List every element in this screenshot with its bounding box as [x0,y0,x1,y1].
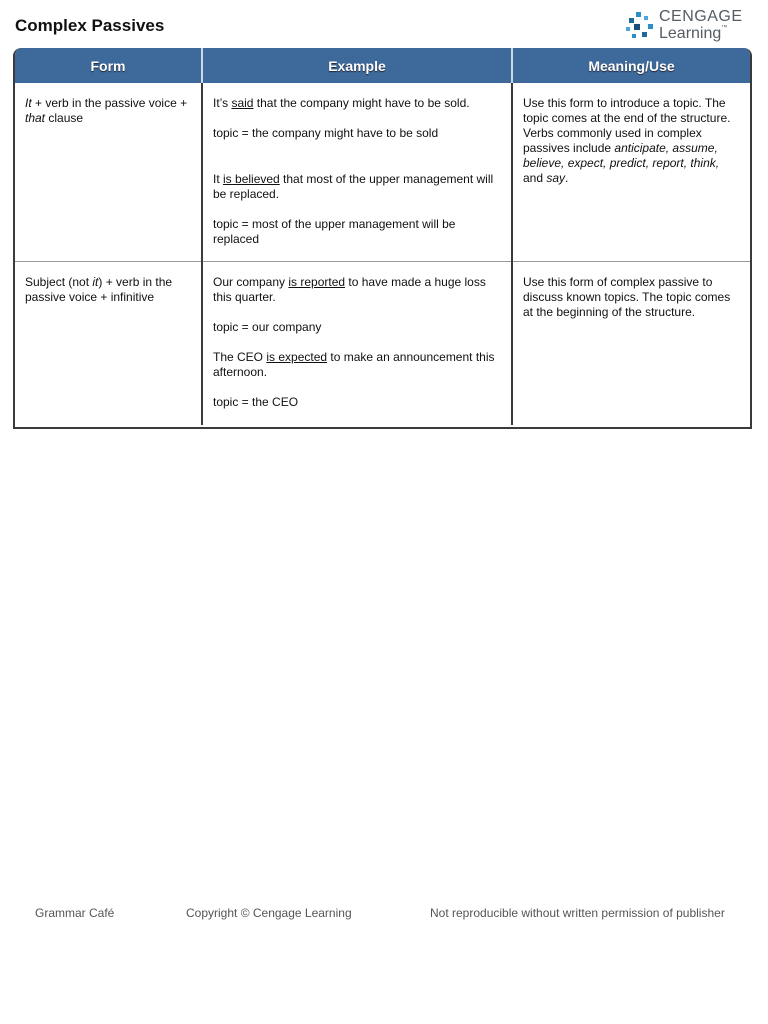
footer-permission: Not reproducible without written permission of publisher [430,906,725,920]
meaning-cell: Use this form of complex passive to discuss known topics. The topic comes at the beginning of the structure. [512,262,750,426]
example-sentence: It’s said that the company might have to be sold. [213,96,470,110]
header-form: Form [15,48,202,83]
example-topic: topic = most of the upper management will be replaced [213,217,456,246]
logo-text-learning: Learning™ [659,25,728,42]
meaning-cell: Use this form to introduce a topic. The topic comes at the end of the structure. Verbs commonly used in complex passives include anticipate, assume, believe, expect, predict, report, think, and say. [512,83,750,262]
cengage-logo [622,8,754,44]
complex-passives-table [13,48,752,429]
example-topic: topic = the company might have to be sold [213,126,439,140]
footer-copyright: Copyright © Cengage Learning [186,906,352,920]
form-cell: Subject (not it) + verb in the passive voice + infinitive [15,262,202,426]
page-title: Complex Passives [15,16,165,35]
example-topic: topic = our company [213,320,322,334]
example-sentence: It is believed that most of the upper management will be replaced. [213,172,494,201]
logo-text-cengage: CENGAGE [659,8,743,25]
table-header-row [15,48,750,83]
table-row [15,262,750,426]
example-cell [202,262,512,426]
example-sentence: Our company is reported to have made a huge loss this quarter. [213,275,486,304]
example-sentence: The CEO is expected to make an announcement this afternoon. [213,350,495,379]
example-cell [202,83,512,262]
table-row [15,83,750,262]
header-example: Example [202,48,512,83]
logo-mark-icon [622,10,656,44]
footer-left: Grammar Café [35,906,115,920]
example-topic: topic = the CEO [213,395,299,409]
form-cell: It + verb in the passive voice + that clause [25,96,188,125]
header-meaning-use: Meaning/Use [512,48,750,83]
